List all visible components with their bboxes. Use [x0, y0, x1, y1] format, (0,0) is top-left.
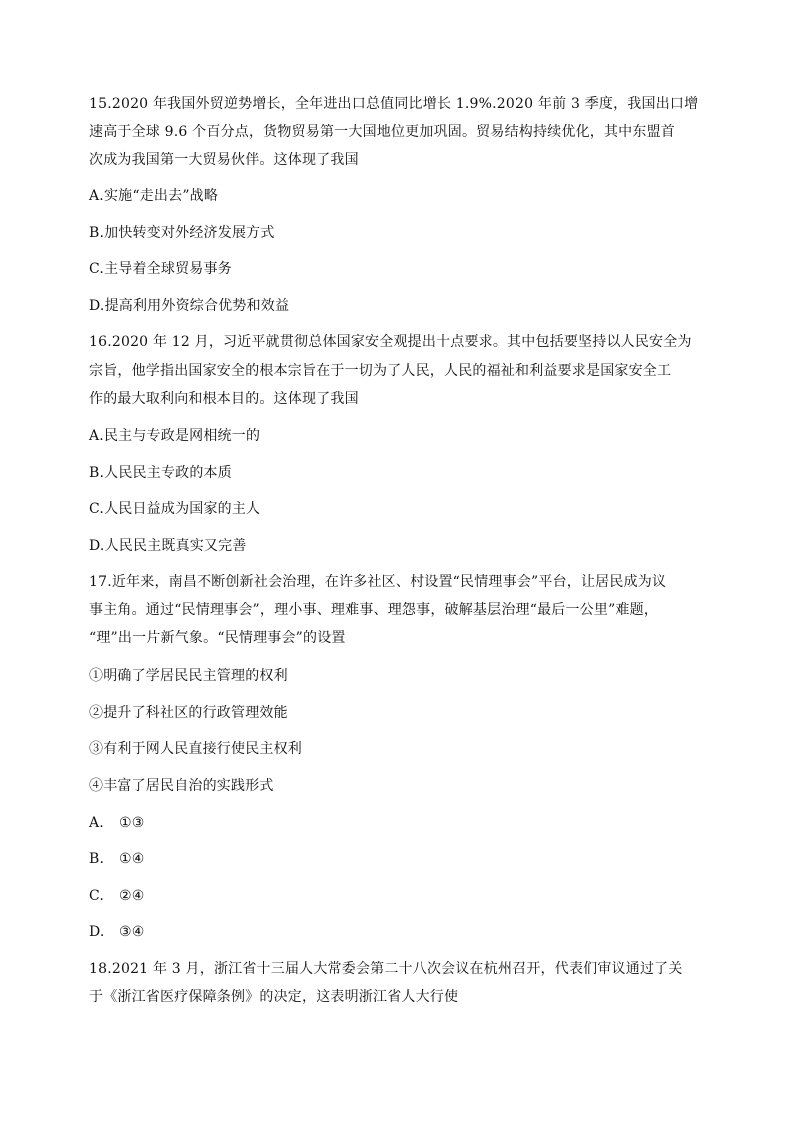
q15-stem-line-1: 15.2020 年我国外贸逆势增长，全年进出口总值同比增长 1.9%.2020 年前 3 季度，我国出口增	[89, 96, 699, 112]
q17-option-c-letter: C.	[89, 888, 105, 904]
q16-option-a: A.民主与专政是网相统一的	[89, 428, 261, 444]
q16-stem-line-1: 16.2020 年 12 月，习近平就贯彻总体国家安全观提出十点要求。其中包括要坚持以人民安全为	[89, 334, 692, 350]
q15-option-a: A.实施“走出去”战略	[89, 188, 219, 204]
q18-stem-line-2: 于《浙江省医疗保障条例》的决定，这表明浙江省人大行使	[89, 989, 459, 1005]
q15-option-d: D.提高利用外资综合优势和效益	[89, 298, 290, 314]
q18-stem-line-1: 18.2021 年 3 月，浙江省十三届人大常委会第二十八次会议在杭州召开，代表们审议通过了关	[89, 961, 683, 977]
q17-option-d	[89, 922, 145, 942]
q16-stem-line-3: 作的最大取利向和根本目的。这体现了我国	[89, 391, 359, 407]
q17-statement-1: ①明确了学居民民主管理的权利	[89, 668, 288, 684]
q16-stem-line-2: 宗旨，他学指出国家安全的根本宗旨在于一切为了人民，人民的福祉和利益要求是国家安全工	[89, 363, 672, 379]
q17-stem-line-3: “理”出一片新气象。“民情理事会”的设置	[89, 630, 346, 646]
q15-option-b: B.加快转变对外经济发展方式	[89, 225, 275, 241]
q16-option-b: B.人民民主专政的本质	[89, 465, 232, 481]
q17-statement-3: ③有利于网人民直接行使民主权利	[89, 741, 302, 757]
q17-statement-4: ④丰富了居民自治的实践形式	[89, 778, 274, 794]
q17-option-a-letter: A.	[89, 815, 104, 831]
q17-option-c-answer: ②④	[119, 888, 145, 904]
q17-option-d-letter: D.	[89, 924, 105, 940]
q17-option-a-answer: ①③	[119, 815, 145, 831]
q16-option-d: D.人民民主既真实又完善	[89, 538, 247, 554]
q15-stem-line-2: 速高于全球 9.6 个百分点，货物贸易第一大国地位更加巩固。贸易结构持续优化，其中东盟首	[89, 124, 675, 140]
q17-option-b	[89, 849, 145, 869]
q15-stem-line-3: 次成为我国第一大贸易伙伴。这体现了我国	[89, 152, 359, 168]
q17-option-b-answer: ①④	[119, 851, 145, 867]
q17-stem-line-1: 17.近年来，南昌不断创新社会治理，在许多社区、村设置“民情理事会”平台，让居民成为议	[89, 574, 667, 590]
q15-option-c: C.主导着全球贸易事务	[89, 261, 232, 277]
q17-statement-2: ②提升了科社区的行政管理效能	[89, 705, 288, 721]
q17-option-b-letter: B.	[89, 851, 105, 867]
q17-option-d-answer: ③④	[119, 924, 145, 940]
q17-option-c	[89, 886, 145, 906]
q17-option-a	[89, 813, 145, 833]
q16-option-c: C.人民日益成为国家的主人	[89, 501, 261, 517]
q17-stem-line-2: 事主角。通过“民情理事会”，理小事、理难事、理怨事，破解基层治理“最后一公里”难题，	[89, 602, 659, 618]
